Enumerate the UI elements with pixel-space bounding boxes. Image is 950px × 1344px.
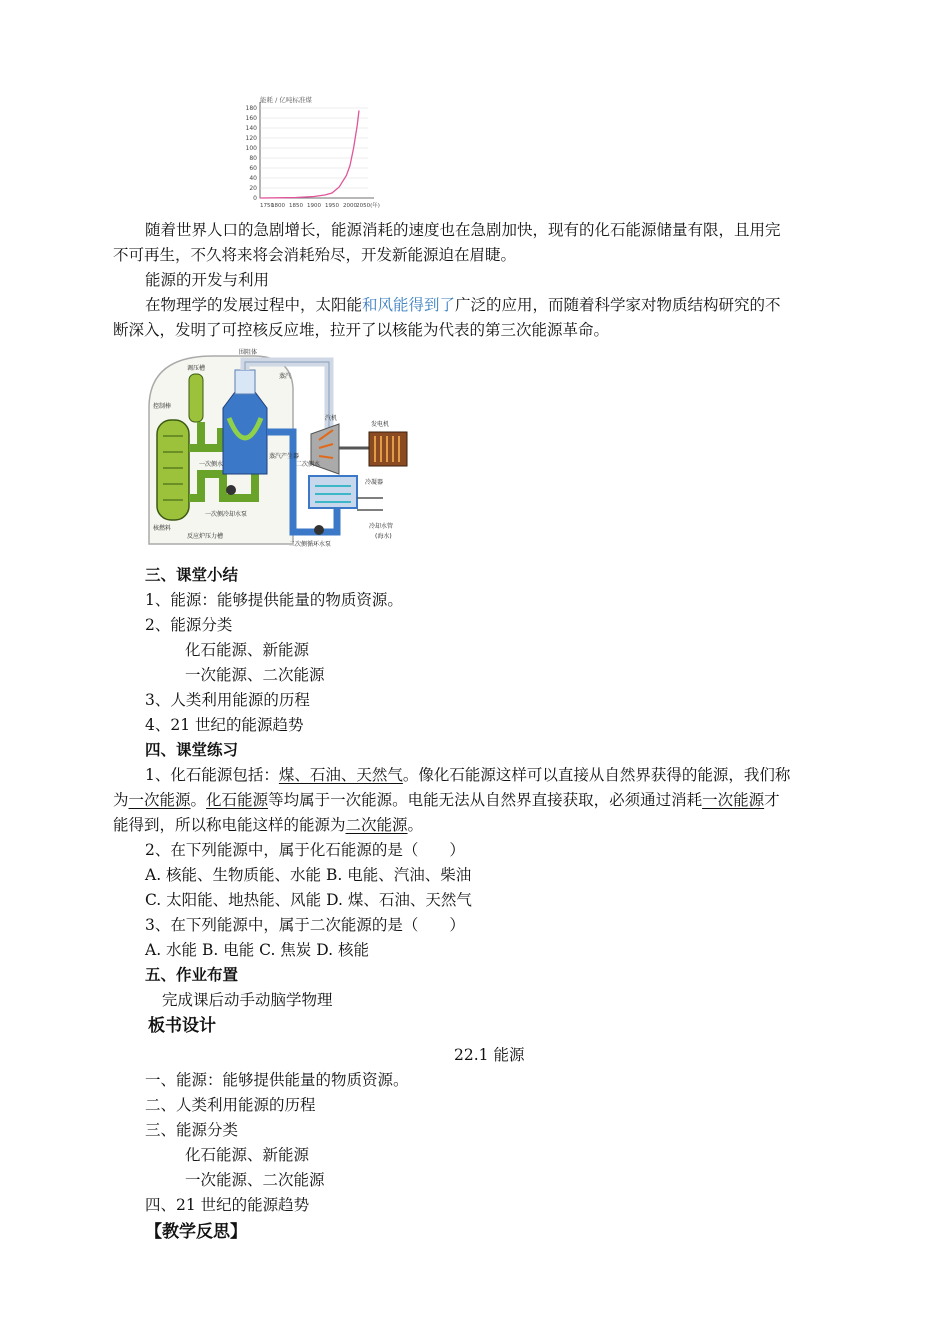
- chart-ytick-label: 120: [245, 135, 257, 142]
- chart-xtick-label: 1950: [325, 203, 339, 209]
- practice-q2: 2、在下列能源中，属于化石能源的是（ ）: [145, 841, 465, 859]
- homework-title: 五、作业布置: [145, 965, 239, 984]
- energy-consumption-chart: [238, 90, 398, 212]
- board-item-3a: 化石能源、新能源: [185, 1146, 310, 1164]
- board-item-3: 三、能源分类: [145, 1121, 239, 1139]
- para2-line2: 断深入，发明了可控核反应堆，拉开了以核能为代表的第三次能源革命。: [113, 321, 610, 339]
- summary-title: 三、课堂小结: [145, 565, 239, 584]
- chart-xtick-label: 1750: [260, 203, 274, 209]
- label-cooling-pipe: 冷却水管: [369, 523, 394, 530]
- label-secondary-pump: 二次侧循环水泵: [289, 541, 332, 548]
- label-condenser: 冷凝器: [365, 479, 384, 486]
- label-steam: 蒸汽: [279, 373, 292, 380]
- q1-text: 等均属于一次能源。电能无法从自然界直接获取，必须通过消耗: [268, 791, 703, 809]
- chart-ytick-label: 40: [249, 175, 257, 182]
- chart-ytick-label: 140: [245, 125, 257, 132]
- practice-q1-line2: [113, 790, 780, 810]
- chart-xtick-label: 1850: [289, 203, 303, 209]
- nuclear-power-plant-diagram: [143, 348, 413, 548]
- heading-energy-development: 能源的开发与利用: [145, 271, 270, 289]
- label-fuel: 核燃料: [153, 525, 172, 532]
- chart-ytick-label: 180: [245, 105, 257, 112]
- label-pressurizer: 调压槽: [187, 365, 206, 372]
- board-item-3b: 一次能源、二次能源: [185, 1171, 325, 1189]
- para2-line1: [145, 295, 781, 315]
- q1-text: 为: [113, 791, 129, 809]
- chart-ytick-label: 0: [253, 195, 257, 202]
- chart-ytick-label: 160: [245, 115, 257, 122]
- q1-text: 。像化石能源这样可以直接从自然界获得的能源，我们称: [402, 766, 791, 784]
- board-item-1: 一、能源：能够提供能量的物质资源。: [145, 1071, 409, 1089]
- label-generator: 发电机: [371, 421, 390, 428]
- summary-item-4: 4、21 世纪的能源趋势: [145, 716, 304, 734]
- q1-text: 。: [407, 816, 424, 834]
- para2-part-a: 在物理学的发展过程中，太阳能: [145, 296, 363, 314]
- chart-ytick-label: 80: [249, 155, 257, 162]
- label-secondary-water: 二次侧水: [296, 461, 321, 468]
- label-turbine: 汽机: [325, 415, 338, 422]
- practice-title: 四、课堂练习: [145, 740, 239, 759]
- q1-text: 能得到，所以称电能这样的能源为: [113, 816, 346, 834]
- practice-q1-line3: [113, 815, 423, 835]
- q1-text: 才: [764, 791, 780, 809]
- summary-item-1: 1、能源：能够提供能量的物质资源。: [145, 591, 403, 609]
- label-primary-pump: 一次侧冷却水泵: [205, 511, 248, 518]
- chart-ytick-label: 20: [249, 185, 257, 192]
- summary-item-2b: 一次能源、二次能源: [185, 666, 325, 684]
- para2-part-c: 广泛的应用，而随着科学家对物质结构研究的不: [455, 296, 781, 314]
- label-vessel: 反应炉压力槽: [187, 533, 224, 540]
- q1-text: 。: [190, 791, 207, 809]
- label-steam-generator: 蒸汽产生器: [269, 453, 300, 460]
- q1-answer-primary-2: 一次能源: [702, 791, 765, 809]
- q1-answer-primary: 一次能源: [128, 791, 191, 809]
- para1-line2: 不可再生，不久将来将会消耗殆尽，开发新能源迫在眉睫。: [113, 246, 517, 264]
- summary-item-2: 2、能源分类: [145, 616, 233, 634]
- practice-q2-options-ab: A. 核能、生物质能、水能 B. 电能、汽油、柴油: [145, 866, 472, 884]
- summary-item-2a: 化石能源、新能源: [185, 641, 310, 659]
- chart-xtick-label: 2000: [343, 203, 357, 209]
- q1-answer-secondary: 二次能源: [345, 816, 408, 834]
- label-control-rods: 控制棒: [153, 403, 172, 410]
- chart-xtick-label: 1900: [307, 203, 321, 209]
- chart-series-line: [260, 111, 359, 199]
- board-item-4: 四、21 世纪的能源趋势: [145, 1196, 310, 1214]
- label-seawater: (海水): [375, 533, 392, 540]
- practice-q3: 3、在下列能源中，属于二次能源的是（ ）: [145, 916, 465, 934]
- board-item-2: 二、人类利用能源的历程: [145, 1096, 316, 1114]
- chart-ytick-label: 100: [245, 145, 257, 152]
- chart-xtick-label: 2050(年): [356, 203, 380, 209]
- chart-xtick-label: 1800: [271, 203, 285, 209]
- practice-q1-line1: [145, 765, 790, 785]
- chart-ytick-label: 60: [249, 165, 257, 172]
- label-enclosure: 围阻体: [239, 349, 258, 356]
- para1-line1: 随着世界人口的急剧增长，能源消耗的速度也在急剧加快，现有的化石能源储量有限，且用完: [145, 221, 781, 239]
- q1-answer-fossil-energy: 化石能源: [206, 791, 269, 809]
- label-primary-water: 一次侧水: [199, 461, 224, 468]
- chart-ylabel: 能耗 / 亿吨标准煤: [260, 96, 312, 104]
- board-center-heading: 22.1 能源: [454, 1046, 525, 1064]
- board-title: 板书设计: [148, 1016, 216, 1036]
- homework-text: 完成课后动手动脑学物理: [162, 991, 333, 1009]
- practice-q3-options: A. 水能 B. 电能 C. 焦炭 D. 核能: [145, 941, 369, 959]
- chart-axes: [260, 102, 374, 198]
- summary-item-3: 3、人类利用能源的历程: [145, 691, 310, 709]
- para2-part-b: 和风能得到了: [362, 296, 456, 314]
- q1-text: 1、化石能源包括：: [145, 766, 279, 784]
- reflection-title: 【教学反思】: [145, 1222, 247, 1242]
- q1-answer-fossil: 煤、石油、天然气: [278, 766, 403, 784]
- practice-q2-options-cd: C. 太阳能、地热能、风能 D. 煤、石油、天然气: [145, 891, 472, 909]
